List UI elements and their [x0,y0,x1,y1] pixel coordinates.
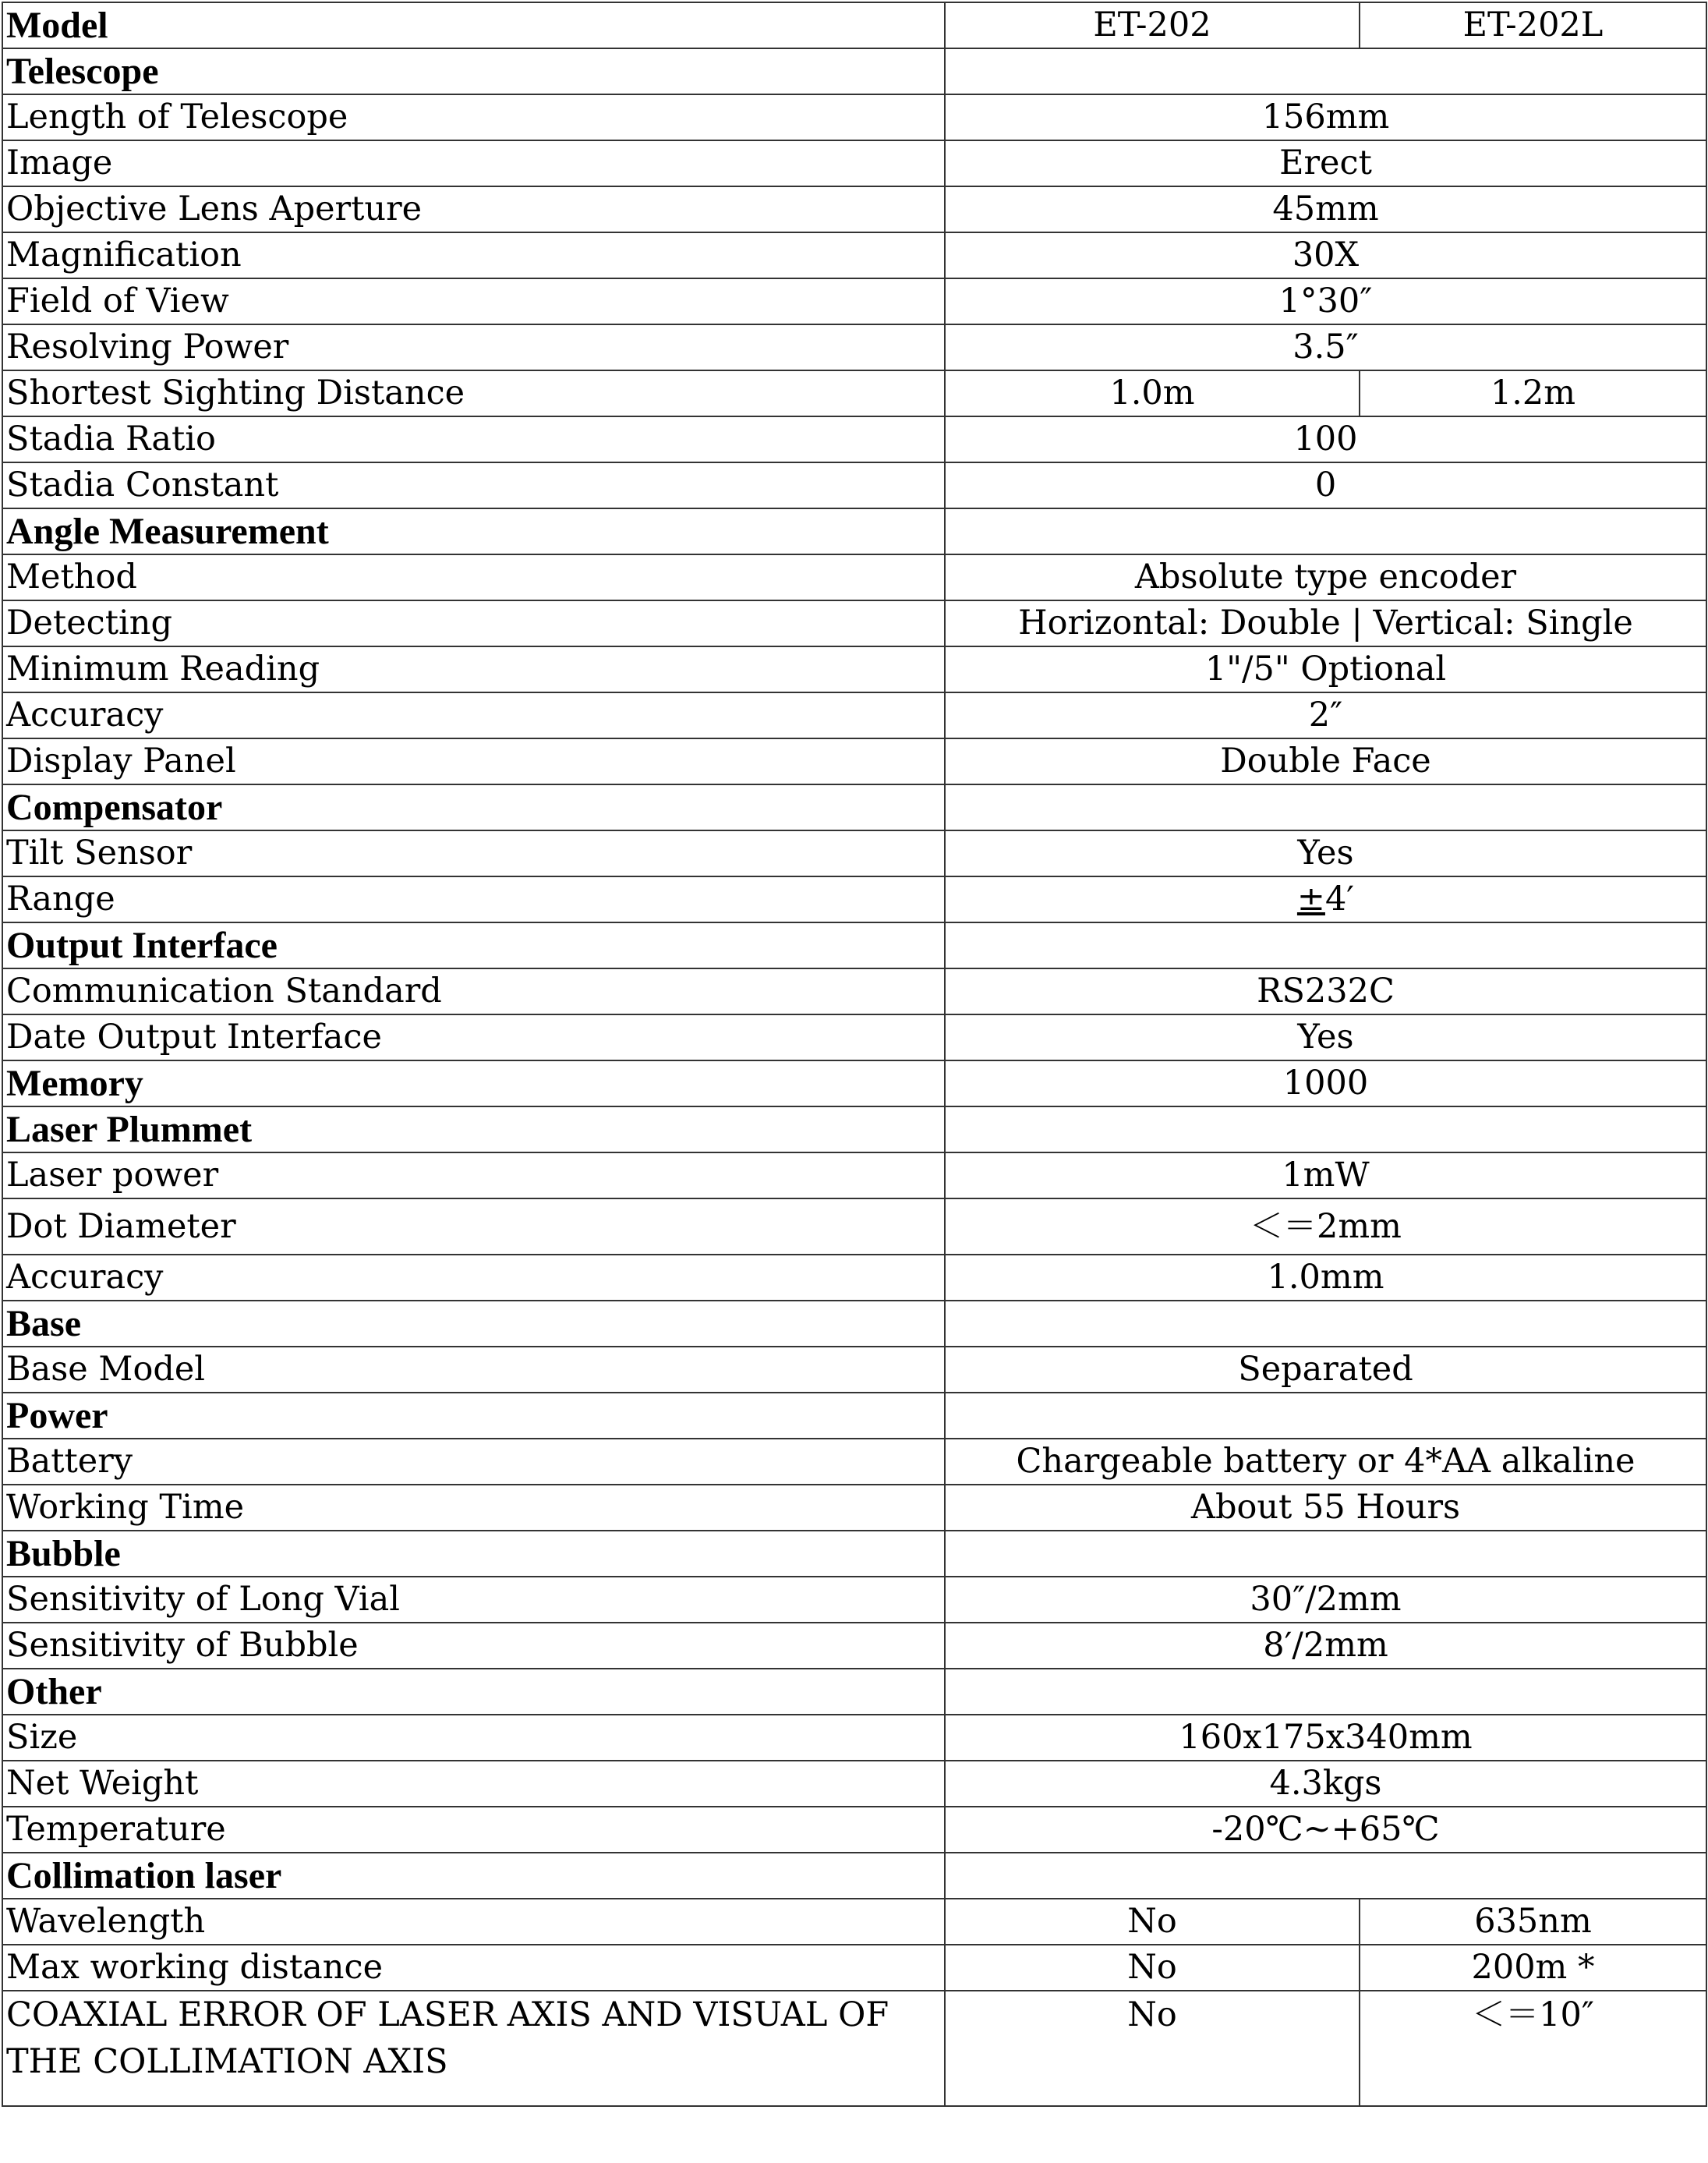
spec-row [2,1991,1706,2106]
spec-row [2,554,1706,600]
spec-value: 0 [945,462,1706,508]
spec-value: 1.0mm [945,1255,1706,1301]
spec-value: Horizontal: Double | Vertical: Single [945,600,1706,646]
spec-label: Size [2,1715,945,1761]
spec-label: Resolving Power [2,324,945,370]
spec-row [2,140,1706,186]
header-row [2,2,1706,48]
spec-value: 156mm [945,94,1706,140]
section-label: Compensator [2,784,945,830]
section-row [2,1060,1706,1106]
spec-value-et202l: ＜＝10″ [1360,1991,1706,2106]
spec-value: Yes [945,830,1706,876]
section-label: Other [2,1669,945,1715]
spec-value: 45mm [945,186,1706,232]
spec-table-body [2,2,1706,2106]
section-empty-cell [945,1853,1706,1899]
spec-value: Double Face [945,738,1706,784]
spec-label: Method [2,554,945,600]
spec-row [2,1899,1706,1945]
spec-value: 30″/2mm [945,1577,1706,1623]
spec-label: Shortest Sighting Distance [2,370,945,416]
spec-value-et202l: 635nm [1360,1899,1706,1945]
spec-value: Separated [945,1347,1706,1393]
spec-row [2,1807,1706,1853]
spec-row [2,462,1706,508]
section-empty-cell [945,1531,1706,1577]
spec-row [2,370,1706,416]
spec-label: Stadia Ratio [2,416,945,462]
spec-label: Sensitivity of Long Vial [2,1577,945,1623]
spec-label: Laser power [2,1152,945,1198]
section-empty-cell [945,1669,1706,1715]
spec-row [2,692,1706,738]
spec-label: Accuracy [2,1255,945,1301]
spec-row [2,1945,1706,1991]
section-empty-cell [945,1106,1706,1152]
spec-value: 1000 [945,1060,1706,1106]
spec-label: Minimum Reading [2,646,945,692]
spec-row [2,646,1706,692]
spec-row [2,600,1706,646]
spec-label: Range [2,876,945,922]
spec-row [2,1439,1706,1485]
spec-row [2,968,1706,1014]
spec-label: Image [2,140,945,186]
section-label: Angle Measurement [2,508,945,554]
section-row [2,1301,1706,1347]
spec-value-et202: No [945,1945,1360,1991]
spec-label: Base Model [2,1347,945,1393]
spec-value-et202: 1.0m [945,370,1360,416]
spec-label: Date Output Interface [2,1014,945,1060]
spec-row [2,830,1706,876]
spec-row [2,324,1706,370]
spec-row [2,94,1706,140]
spec-label: Magnification [2,232,945,278]
section-empty-cell [945,1301,1706,1347]
spec-value: RS232C [945,968,1706,1014]
spec-label: Net Weight [2,1761,945,1807]
spec-value [945,876,1706,922]
spec-label: COAXIAL ERROR OF LASER AXIS AND VISUAL OF THE COLLIMATION AXIS [2,1991,945,2106]
spec-row [2,1577,1706,1623]
section-empty-cell [945,1393,1706,1439]
spec-value: ＜＝2mm [945,1198,1706,1255]
spec-label: Max working distance [2,1945,945,1991]
section-row [2,48,1706,94]
spec-value-et202l: 1.2m [1360,370,1706,416]
spec-value: 8′/2mm [945,1623,1706,1669]
spec-value: 30X [945,232,1706,278]
spec-value-et202: No [945,1899,1360,1945]
spec-value: Erect [945,140,1706,186]
spec-label: Working Time [2,1485,945,1531]
spec-label: Sensitivity of Bubble [2,1623,945,1669]
section-row [2,1853,1706,1899]
spec-row [2,876,1706,922]
spec-row [2,1152,1706,1198]
section-label: Laser Plummet [2,1106,945,1152]
spec-row [2,1761,1706,1807]
plus-minus-sign: ± [1296,880,1325,919]
spec-value-et202: No [945,1991,1360,2106]
header-model-b: ET-202L [1360,2,1706,48]
section-empty-cell [945,922,1706,968]
spec-label: Wavelength [2,1899,945,1945]
spec-label: Field of View [2,278,945,324]
section-empty-cell [945,784,1706,830]
spec-row [2,1623,1706,1669]
section-empty-cell [945,508,1706,554]
section-row [2,508,1706,554]
spec-value: 2″ [945,692,1706,738]
section-label: Memory [2,1060,945,1106]
spec-value: Chargeable battery or 4*AA alkaline [945,1439,1706,1485]
spec-row [2,1014,1706,1060]
section-row [2,922,1706,968]
spec-row [2,232,1706,278]
spec-value: 160x175x340mm [945,1715,1706,1761]
section-row [2,1531,1706,1577]
spec-label: Display Panel [2,738,945,784]
spec-label: Battery [2,1439,945,1485]
spec-label: Stadia Constant [2,462,945,508]
section-label: Bubble [2,1531,945,1577]
range-value: 4′ [1324,880,1355,919]
spec-row [2,186,1706,232]
spec-value: 100 [945,416,1706,462]
spec-label: Temperature [2,1807,945,1853]
section-row [2,1669,1706,1715]
spec-row [2,416,1706,462]
spec-value-et202l: 200m * [1360,1945,1706,1991]
spec-value: Yes [945,1014,1706,1060]
spec-value: -20℃~+65℃ [945,1807,1706,1853]
spec-row [2,1347,1706,1393]
section-label: Power [2,1393,945,1439]
spec-value: 4.3kgs [945,1761,1706,1807]
spec-value: 3.5″ [945,324,1706,370]
spec-value: Absolute type encoder [945,554,1706,600]
section-row [2,784,1706,830]
spec-value: 1"/5" Optional [945,646,1706,692]
spec-row [2,1255,1706,1301]
spec-value: 1mW [945,1152,1706,1198]
spec-row [2,1485,1706,1531]
header-model-a: ET-202 [945,2,1360,48]
spec-label: Accuracy [2,692,945,738]
spec-label: Detecting [2,600,945,646]
spec-label: Communication Standard [2,968,945,1014]
spec-row [2,738,1706,784]
spec-value: 1°30″ [945,278,1706,324]
section-label: Telescope [2,48,945,94]
section-row [2,1393,1706,1439]
section-label: Base [2,1301,945,1347]
section-row [2,1106,1706,1152]
spec-label: Dot Diameter [2,1198,945,1255]
spec-row [2,1715,1706,1761]
section-label: Collimation laser [2,1853,945,1899]
spec-row [2,278,1706,324]
header-label: Model [2,2,945,48]
section-label: Output Interface [2,922,945,968]
spec-row [2,1198,1706,1255]
spec-label: Tilt Sensor [2,830,945,876]
spec-value: About 55 Hours [945,1485,1706,1531]
section-empty-cell [945,48,1706,94]
spec-label: Objective Lens Aperture [2,186,945,232]
spec-label: Length of Telescope [2,94,945,140]
spec-table [2,2,1707,2107]
